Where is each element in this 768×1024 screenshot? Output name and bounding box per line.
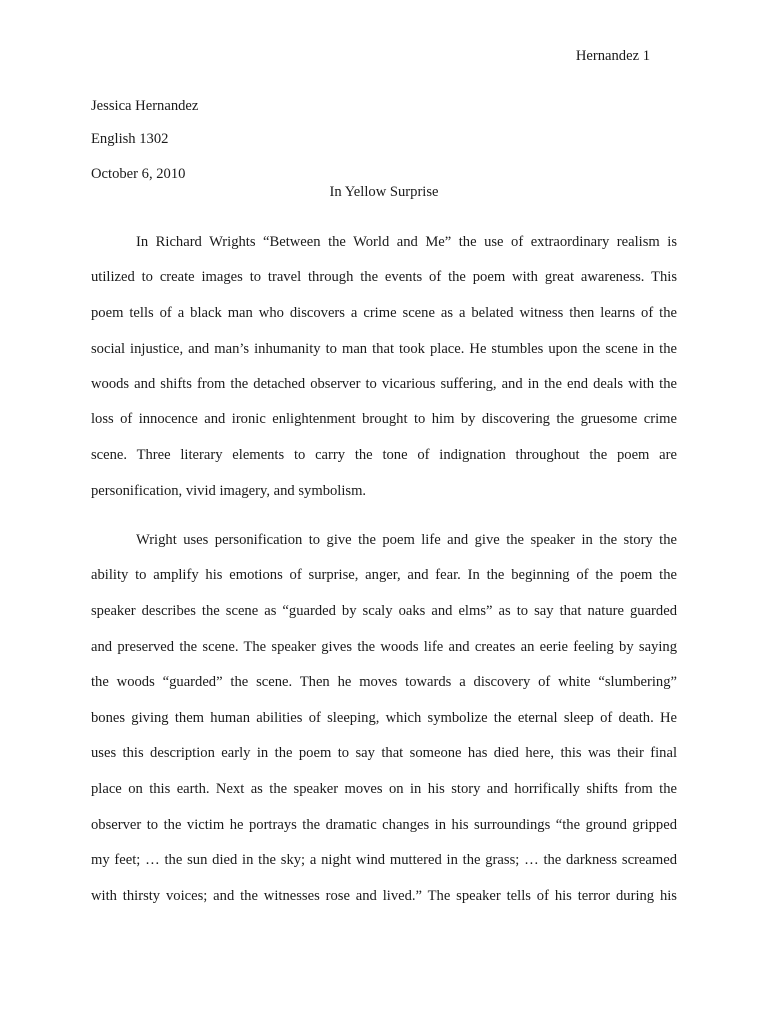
essay-date: October 6, 2010: [91, 166, 186, 182]
paragraph-2-line: the woods “guarded” the scene. Then he moves towards a discovery of white “slumbering”: [91, 674, 677, 690]
course-name: English 1302: [91, 131, 169, 147]
paragraph-1-line: social injustice, and man’s inhumanity to man that took place. He stumbles upon the scene in the: [91, 341, 677, 357]
essay-title: In Yellow Surprise: [329, 184, 439, 200]
paragraph-2-line: observer to the victim he portrays the dramatic changes in his surroundings “the ground gripped: [91, 817, 677, 833]
paragraph-2-line: uses this description early in the poem to say that someone has died here, this was their final: [91, 745, 677, 761]
paragraph-1-line: scene. Three literary elements to carry the tone of indignation throughout the poem are: [91, 447, 677, 463]
paragraph-2-line: Wright uses personification to give the poem life and give the speaker in the story the: [136, 532, 677, 548]
running-head: Hernandez 1: [575, 48, 650, 64]
paragraph-2-line: and preserved the scene. The speaker gives the woods life and creates an eerie feeling by saying: [91, 639, 677, 655]
paragraph-1-line: woods and shifts from the detached observer to vicarious suffering, and in the end deals with the: [91, 376, 677, 392]
paragraph-1-line: utilized to create images to travel through the events of the poem with great awareness. This: [91, 269, 677, 285]
paragraph-2-line: ability to amplify his emotions of surprise, anger, and fear. In the beginning of the poem the: [91, 567, 677, 583]
paragraph-1-line: In Richard Wrights “Between the World and Me” the use of extraordinary realism is: [136, 234, 677, 250]
paragraph-2-line: my feet; … the sun died in the sky; a night wind muttered in the grass; … the darkness screamed: [91, 852, 677, 868]
paragraph-2-line: place on this earth. Next as the speaker moves on in his story and horrifically shifts from the: [91, 781, 677, 797]
paragraph-2-line: bones giving them human abilities of sleeping, which symbolize the eternal sleep of death. He: [91, 710, 677, 726]
paragraph-2-line: with thirsty voices; and the witnesses rose and lived.” The speaker tells of his terror during his: [91, 888, 677, 904]
paragraph-1-line: poem tells of a black man who discovers a crime scene as a belated witness then learns of the: [91, 305, 677, 321]
paragraph-1-line: personification, vivid imagery, and symbolism.: [91, 483, 367, 499]
paragraph-1-line: loss of innocence and ironic enlightenment brought to him by discovering the gruesome crime: [91, 411, 677, 427]
paragraph-2-line: speaker describes the scene as “guarded by scaly oaks and elms” as to say that nature guarded: [91, 603, 677, 619]
student-name: Jessica Hernandez: [91, 98, 199, 114]
